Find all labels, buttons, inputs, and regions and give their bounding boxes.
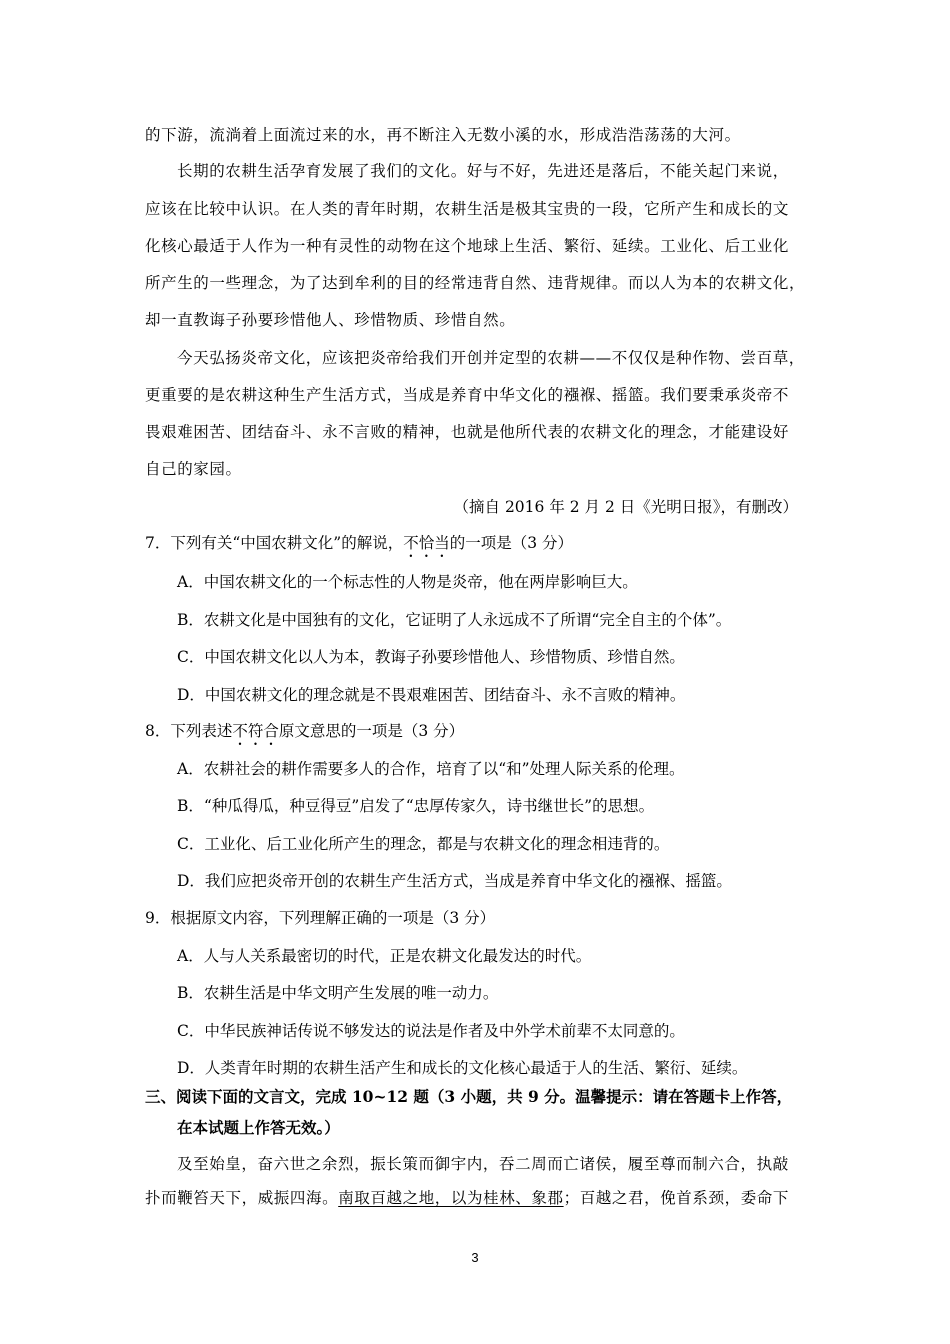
underlined-sentence: 南取百越之地，以为桂林、象郡 bbox=[338, 1189, 564, 1207]
question-8-option-c: C．工业化、后工业化所产生的理念，都是与农耕文化的理念相违背的。 bbox=[177, 835, 670, 853]
passage-line: 的下游，流淌着上面流过来的水，再不断注入无数小溪的水，形成浩浩荡荡的大河。 bbox=[145, 126, 741, 144]
classical-text-line: 及至始皇，奋六世之余烈，振长策而御宇内，吞二周而亡诸侯，履至尊而制六合，执敲 bbox=[177, 1155, 789, 1173]
source-citation: （摘自 2016 年 2 月 2 日《光明日报》，有删改） bbox=[453, 498, 798, 516]
question-7-option-a: A．中国农耕文化的一个标志性的人物是炎帝，他在两岸影响巨大。 bbox=[177, 573, 638, 591]
emphasis-dotted: 不恰当 bbox=[403, 534, 450, 552]
question-8-option-b: B．“种瓜得瓜，种豆得豆”启发了“忠厚传家久，诗书继世长”的思想。 bbox=[177, 797, 655, 815]
question-8-option-d: D．我们应把炎帝开创的农耕生产生活方式，当成是养育中华文化的襁褓、摇篮。 bbox=[177, 872, 732, 890]
question-8-option-a: A．农耕社会的耕作需要多人的合作，培育了以“和”处理人际关系的伦理。 bbox=[177, 760, 685, 778]
question-9-option-a: A．人与人关系最密切的时代，正是农耕文化最发达的时代。 bbox=[177, 947, 592, 965]
passage-line: 所产生的一些理念，为了达到牟利的目的经常违背自然、违背规律。而以人为本的农耕文化， bbox=[145, 274, 806, 292]
question-9-stem: 9．根据原文内容，下列理解正确的一项是（3 分） bbox=[145, 909, 496, 927]
passage-line: 今天弘扬炎帝文化，应该把炎帝给我们开创并定型的农耕——不仅仅是种作物、尝百草， bbox=[177, 349, 805, 367]
question-9-option-b: B．农耕生活是中华文明产生发展的唯一动力。 bbox=[177, 984, 499, 1002]
passage-line: 化核心最适于人作为一种有灵性的动物在这个地球上生活、繁衍、延续。工业化、后工业化 bbox=[145, 237, 790, 255]
passage-line: 应该在比较中认识。在人类的青年时期，农耕生活是极其宝贵的一段，它所产生和成长的文 bbox=[145, 200, 790, 218]
question-9-option-c: C．中华民族神话传说不够发达的说法是作者及中外学术前辈不太同意的。 bbox=[177, 1022, 685, 1040]
passage-line: 畏艰难困苦、团结奋斗、永不言败的精神，也就是他所代表的农耕文化的理念，才能建设好 bbox=[145, 423, 790, 441]
question-8-stem: 8．下列表述不符合原文意思的一项是（3 分） bbox=[145, 722, 465, 740]
classical-text-line: 扑而鞭笞天下，威振四海。南取百越之地，以为桂林、象郡；百越之君，俛首系颈，委命下 bbox=[145, 1189, 790, 1207]
question-7-option-b: B．农耕文化是中国独有的文化，它证明了人永远成不了所谓“完全自主的个体”。 bbox=[177, 611, 732, 629]
section-3-heading: 三、阅读下面的文言文，完成 10~12 题（3 小题，共 9 分。温馨提示：请在答题卡上作答， bbox=[145, 1087, 793, 1106]
section-3-heading-cont: 在本试题上作答无效。） bbox=[177, 1118, 340, 1137]
question-9-option-d: D．人类青年时期的农耕生活产生和成长的文化核心最适于人的生活、繁衍、延续。 bbox=[177, 1059, 748, 1077]
emphasis-dotted: 不符合 bbox=[232, 722, 279, 740]
passage-line: 却一直教诲子孙要珍惜他人、珍惜物质、珍惜自然。 bbox=[145, 311, 516, 329]
passage-line: 更重要的是农耕这种生产生活方式，当成是养育中华文化的襁褓、摇篮。我们要秉承炎帝不 bbox=[145, 386, 790, 404]
question-7-option-c: C．中国农耕文化以人为本，教诲子孙要珍惜他人、珍惜物质、珍惜自然。 bbox=[177, 648, 685, 666]
passage-line: 长期的农耕生活孕育发展了我们的文化。好与不好，先进还是落后，不能关起门来说， bbox=[177, 162, 789, 180]
passage-line: 自己的家园。 bbox=[145, 460, 242, 478]
page-number: 3 bbox=[471, 1250, 479, 1265]
question-7-option-d: D．中国农耕文化的理念就是不畏艰难困苦、团结奋斗、永不言败的精神。 bbox=[177, 686, 686, 704]
question-7-stem: 7．下列有关“中国农耕文化”的解说，不恰当的一项是（3 分） bbox=[145, 534, 574, 552]
